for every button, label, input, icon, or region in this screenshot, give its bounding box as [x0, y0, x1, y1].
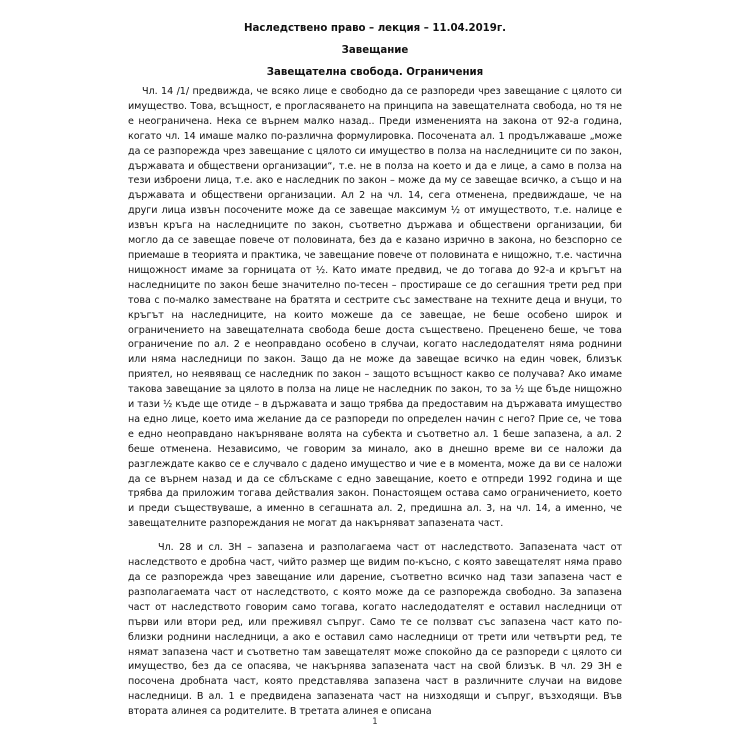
body-paragraph-2: Чл. 28 и сл. ЗН – запазена и разполагаема част от наследството. Запазената част от наследството е дробна част, чийто размер ще видим по-късно, с която завещателят няма право да се разпорежда чрез завещание или дарение, съответно всичко над тази запазена част е разполагаемата част от наследството, с която може да се разпорежда свободно. За запазена част от наследството говорим само тогава, когато наследодателят е оставил наследници от първи или втори ред, или преживял съпруг. Само те се ползват със запазена част като по-близки роднини наследници, а ако е оставил само наследници от трети или четвърти ред, те нямат запазена част и съответно там завещателят може спокойно да се разпореди с цялото си имущество, без да се опасява, че накърнява запазената част на свой близък. В чл. 29 ЗН е посочена дробната част, която представлява запазена част в различните случаи на видове наследници. В ал. 1 е предвидена запазената част на низходящи и съпруг, възходящи. Във втората алинея са родителите. В третата алинея е описана	[128, 542, 622, 718]
body-paragraph-1: Чл. 14 /1/ предвижда, че всяко лице е свободно да се разпореди чрез завещание с цялото си имущество. Това, всъщност, е прогласяването на принципа на завещателната свобода, но тя не е неограничена. Нека се върнем малко назад.. Преди измененията на закона от 92-а година, когато чл. 14 имаше малко по-различна формулировка. Посочената ал. 1 продължаваше „може да се разпорежда чрез завещание с цялото си имущество в полза на наследниците си по закон, държавата и обществени организации“, т.е. не в полза на което и да е лице, а само в полза на тези изброени лица, т.е. ако е наследник по закон – може да му се завещае всичко, а също и на държавата и обществени организации. Ал 2 на чл. 14, сега отменена, предвиждаше, че на други лица извън посочените може да се завещае максимум ½ от имуществото, т.е. налице е извън кръга на наследниците по закон, съответно държава и обществени организации, би могло да се завещае повече от половината, без да е казано изрично в закона, но безспорно се приемаше в теорията и практика, че завещание повече от половината е нищожно, т.е. частична нищожност имаме за горницата от ½. Като имате предвид, че до тогава до 92-а и кръгът на наследниците по закон беше значително по-тесен – простираше се до сегашния трети ред при това с по-малко заместване на братята и сестрите със заместване на техните деца и внуци, то кръгът на наследниците, на които можеше да се завещае, не беше особено широк и ограничението на завещателната свобода беше доста съществено. Преценено беше, че това ограничение по ал. 2 е неоправдано особено в случаи, когато наследодателят няма роднини или няма наследници по закон. Защо да не може да завещае всичко на един човек, близък приятел, но неявяващ се наследник по закон – защото всъщност какво се получава? Ако имаме такова завещание за цялото в полза на лице не наследник по закон, то за ½ ще бъде нищожно и тази ½ къде ще отиде – в държавата и защо трябва да предоставим на държавата имущество на едно лице, което има желание да се разпореди по определен начин с него? Прие се, че това е едно неоправдано накърняване волята на субекта и съответно ал. 1 беше запазена, а ал. 2 беше отменена. Независимо, че говорим за минало, ако в днешно време ви се наложи да разглеждате какво се е случвало с дадено имущество и чие е в момента, може да ви се наложи да се върнем назад и да се сблъскаме с едно завещание, което е отпреди 1992 година и ще трябва да приложим тогава действалия закон. Понастоящем остава само ограничението, което и преди съществуваше, а именно в сегашната ал. 2, предишна ал. 3, на чл. 14, а именно, че завещателните разпореждания не могат да накърняват запазената част.	[128, 86, 622, 530]
page-number: 1	[372, 717, 378, 727]
document-title: Наследствено право – лекция – 11.04.2019г.	[243, 23, 507, 34]
section-title: Завещателна свобода. Ограничения	[266, 67, 484, 78]
document-subtitle: Завещание	[341, 45, 409, 56]
